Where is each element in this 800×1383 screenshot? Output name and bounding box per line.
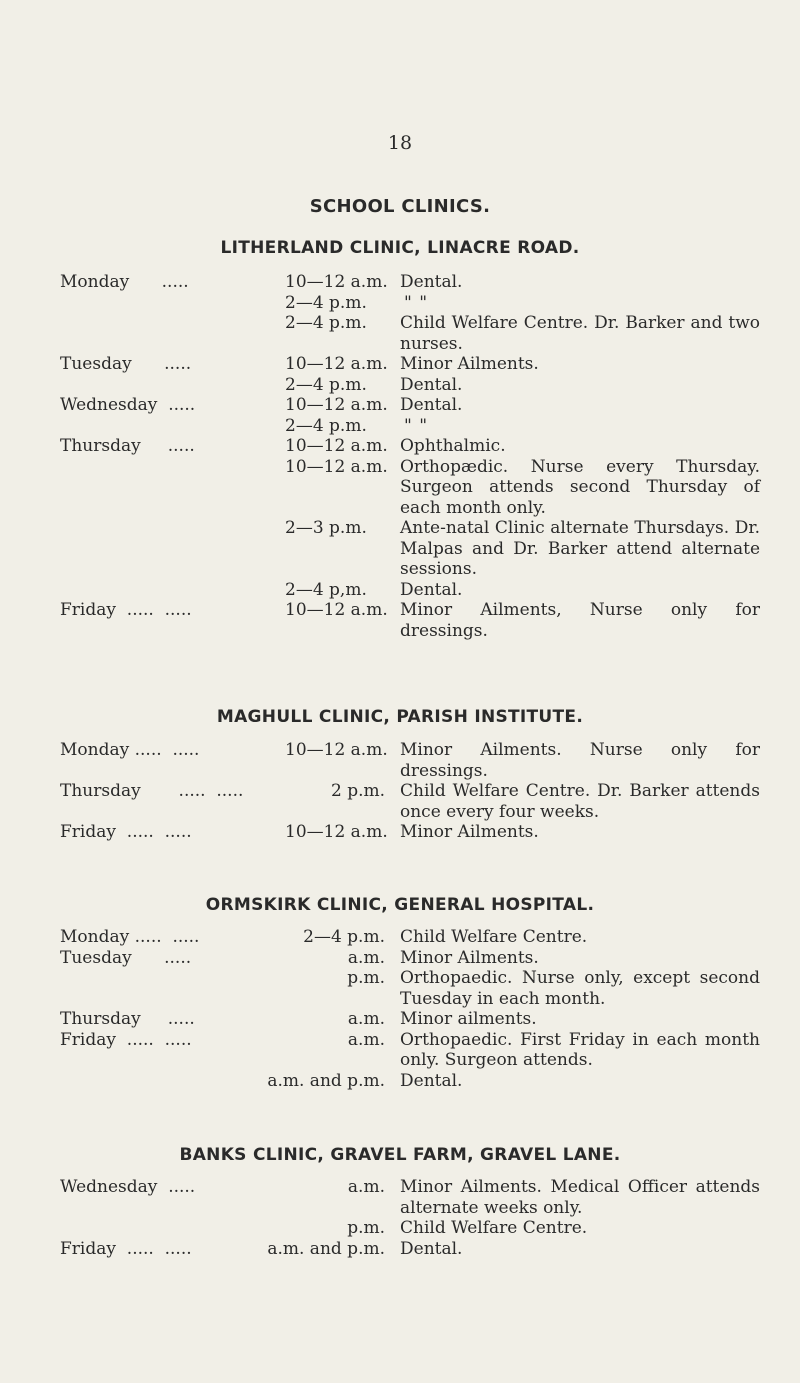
description: Ante-natal Clinic alternate Thursdays. Dr. Malpas and Dr. Barker attend alternate sessions. [400,518,760,579]
description: Dental. [400,1238,463,1259]
schedule-row [0,600,800,641]
description: Child Welfare Centre. [400,1218,588,1238]
time-label: a.m. [347,1029,385,1050]
section-heading-maghull: MAGHULL CLINIC, PARISH INSTITUTE. [216,707,584,727]
description: Dental. [400,374,463,395]
schedule-row [0,822,800,843]
time-label: a.m. [347,947,385,968]
time-label: 10—12 a.m. [285,436,388,456]
description: Orthopaedic. First Friday in each month only. Surgeon attends. [400,1029,760,1070]
description: Minor Ailments, Nurse only for dressings. [400,600,760,641]
section-heading-ormskirk: ORMSKIRK CLINIC, GENERAL HOSPITAL. [205,895,595,915]
day-label: Tuesday ..... [60,354,192,374]
description: " " [404,292,429,313]
day-label: Tuesday ..... [60,947,192,968]
section-ormskirk [0,927,800,1091]
description: Minor Ailments. [400,354,539,374]
schedule-row [0,395,800,416]
day-label: Friday ..... ..... [60,1029,192,1050]
schedule-row [0,927,800,948]
day-label: Friday ..... ..... [60,822,192,842]
time-label: a.m. and p.m. [267,1238,385,1259]
schedule-row [0,1218,800,1239]
schedule-row [0,272,800,293]
schedule-row [0,416,800,437]
page-title: SCHOOL CLINICS. [309,196,491,217]
schedule-row [0,375,800,396]
time-label: 2—4 p.m. [303,927,385,947]
time-label: 2—4 p.m. [285,415,367,436]
time-label: 2—4 p.m. [285,313,367,333]
schedule-row [0,948,800,969]
description: Minor Ailments. Nurse only for dressings. [400,740,760,781]
description: Child Welfare Centre. [400,927,588,947]
schedule-row [0,518,800,580]
time-label: 10—12 a.m. [285,600,388,620]
schedule-row [0,740,800,781]
schedule-row [0,1071,800,1092]
day-label: Wednesday ..... [60,395,196,415]
day-label: Friday ..... ..... [60,1238,192,1259]
description: Child Welfare Centre. Dr. Barker attends once every four weeks. [400,781,760,822]
description: Dental. [400,272,463,292]
schedule-row [0,313,800,354]
page-number: 18 [387,132,413,154]
day-label: Thursday ..... [60,436,195,456]
time-label: 10—12 a.m. [285,272,388,292]
day-label: Monday ..... ..... [60,927,200,947]
time-label: p.m. [347,968,385,988]
description: Dental. [400,579,463,600]
description: Child Welfare Centre. Dr. Barker and two nurses. [400,313,760,354]
time-label: 2—4 p.m. [285,374,367,395]
description: Orthopaedic. Nurse only, except second Tuesday in each month. [400,968,760,1009]
description: Minor Ailments. [400,947,539,968]
day-label: Wednesday ..... [60,1177,196,1197]
description: Orthopædic. Nurse every Thursday. Surgeon attends second Thursday of each month only. [400,456,760,518]
schedule-row [0,1009,800,1030]
section-heading-banks: BANKS CLINIC, GRAVEL FARM, GRAVEL LANE. [179,1145,621,1165]
schedule-row [0,354,800,375]
day-label: Thursday ..... ..... [60,781,244,801]
time-label: 2—3 p.m. [285,518,367,538]
description: Minor Ailments. Medical Officer attends alternate weeks only. [400,1177,760,1218]
description: Minor ailments. [400,1009,537,1029]
time-label: 10—12 a.m. [285,395,388,415]
day-label: Thursday ..... [60,1009,195,1029]
schedule-row [0,1177,800,1218]
time-label: a.m. [347,1009,385,1029]
time-label: 2—4 p,m. [285,579,367,600]
time-label: 10—12 a.m. [285,456,388,477]
day-label: Friday ..... ..... [60,600,192,620]
schedule-row [0,1030,800,1071]
description: Dental. [400,1070,463,1091]
schedule-row [0,457,800,519]
section-heading-litherland: LITHERLAND CLINIC, LINACRE ROAD. [220,238,580,258]
day-label: Monday ..... [60,272,189,292]
section-banks [0,1177,800,1259]
day-label: Monday ..... ..... [60,740,200,760]
time-label: a.m. and p.m. [267,1070,385,1091]
schedule-row [0,1239,800,1260]
time-label: 10—12 a.m. [285,740,388,760]
description: Minor Ailments. [400,822,539,842]
time-label: 10—12 a.m. [285,822,388,842]
section-maghull [0,740,800,843]
section-litherland [0,272,800,641]
schedule-row [0,781,800,822]
description: Dental. [400,395,463,415]
schedule-row [0,293,800,314]
time-label: 10—12 a.m. [285,354,388,374]
schedule-row [0,436,800,457]
schedule-row [0,580,800,601]
description: Ophthalmic. [400,436,506,456]
time-label: a.m. [347,1177,385,1197]
time-label: 2 p.m. [330,781,385,801]
time-label: p.m. [347,1218,385,1238]
description: " " [404,415,429,436]
schedule-row [0,968,800,1009]
time-label: 2—4 p.m. [285,292,367,313]
